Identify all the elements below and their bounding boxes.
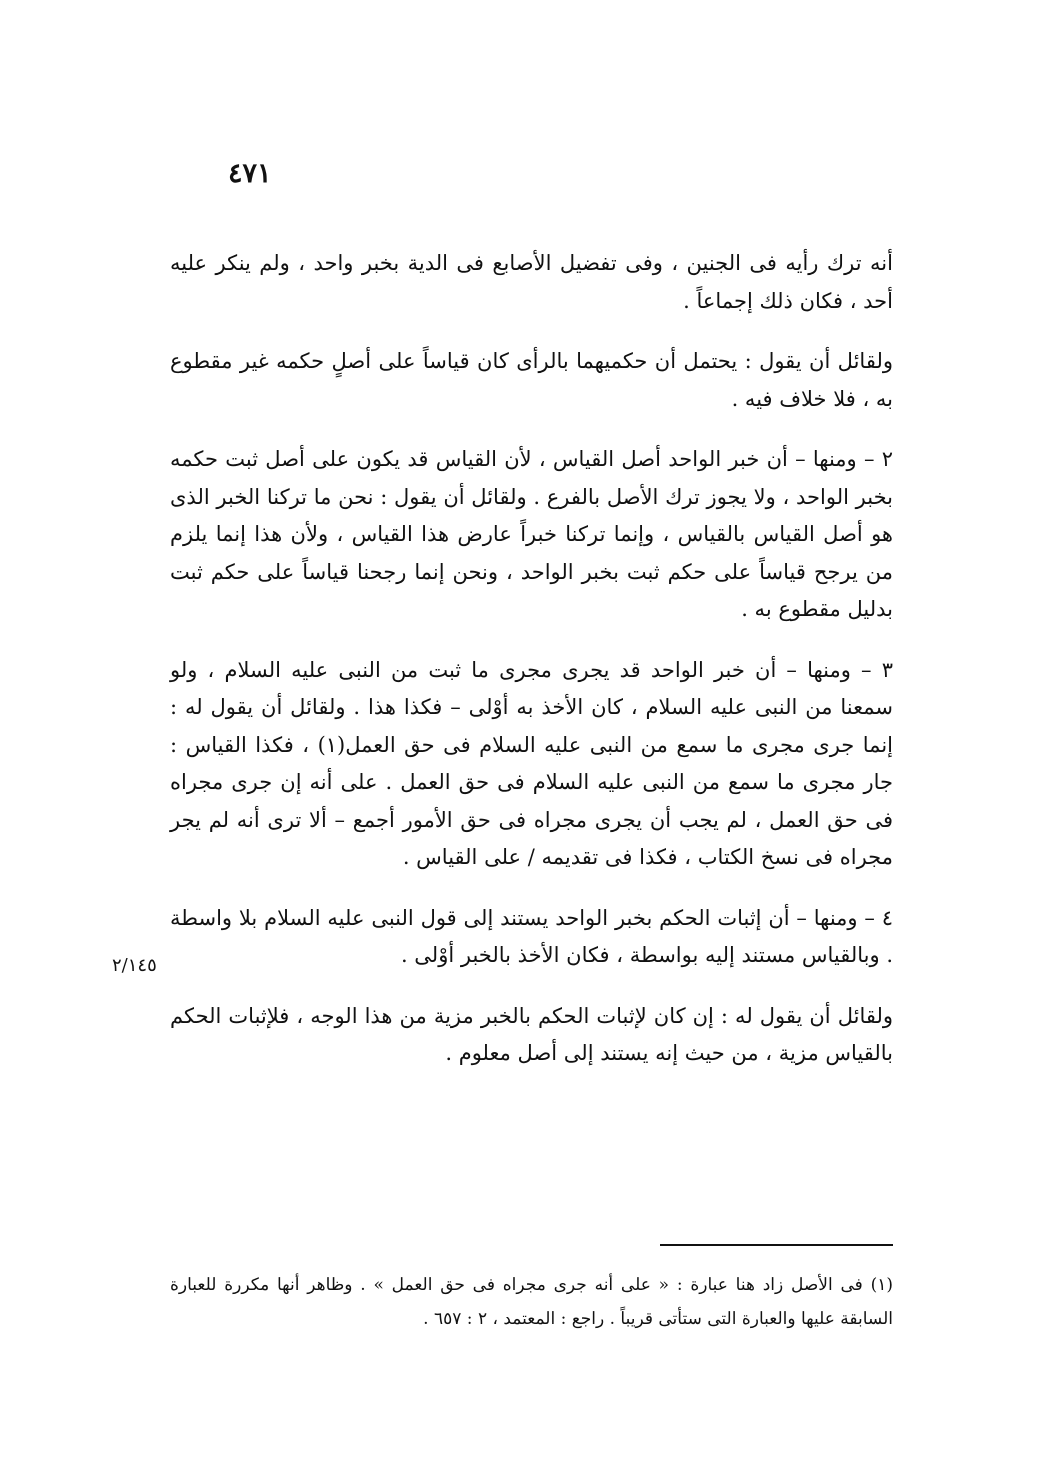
footnote: (١) فى الأصل زاد هنا عبارة : « على أنه جرى مجراه فى حق العمل » . وظاهر أنها مكررة للعبارة السابقة عليها والعبارة التى ستأتى قريباً . راجع : المعتمد ، ٢ : ٦٥٧ . — [170, 1275, 893, 1329]
paragraph: ٤ – ومنها – أن إثبات الحكم بخبر الواحد يستند إلى قول النبى عليه السلام بلا واسطة . وبالقياس مستند إليه بواسطة ، فكان الأخذ بالخبر أوْلى . — [170, 905, 893, 967]
footnote-divider — [660, 1244, 893, 1246]
paragraph: ٣ – ومنها – أن خبر الواحد قد يجرى مجرى ما ثبت من النبى عليه السلام ، ولو سمعنا من النبى عليه السلام ، كان الأخذ به أوْلى – فكذا هذا . ولقائل أن يقول له : إنما جرى مجرى ما سمع من النبى عليه السلام فى حق العمل(١) ، فكذا القياس : جار مجرى ما سمع من النبى عليه السلام فى حق العمل . على أنه إن جرى مجراه فى حق العمل ، لم يجب أن يجرى مجراه فى حق الأمور أجمع – ألا ترى أنه لم يجر مجراه فى نسخ الكتاب ، فكذا فى تقديمه / على القياس . — [170, 657, 893, 869]
page-number: ٤٧١ — [228, 158, 272, 189]
margin-reference: ٢/١٤٥ — [112, 955, 157, 976]
paragraph: ٢ – ومنها – أن خبر الواحد أصل القياس ، لأن القياس قد يكون على أصل ثبت حكمه بخبر الواحد ، ولا يجوز ترك الأصل بالفرع . ولقائل أن يقول : نحن ما تركنا الخبر الذى هو أصل القياس بالقياس ، وإنما تركنا خبراً عارض هذا القياس ، ولأن هذا إنما يلزم من يرجح قياساً على حكم ثبت بخبر الواحد ، ونحن إنما رجحنا قياساً على حكم ثبت بدليل مقطوع به . — [170, 447, 893, 621]
paragraph: ولقائل أن يقول : يحتمل أن حكميهما بالرأى كان قياساً على أصلٍ حكمه غير مقطوع به ، فلا خلاف فيه . — [170, 349, 893, 411]
body-text — [170, 245, 893, 1096]
footnotes — [170, 1268, 893, 1336]
paragraph: ولقائل أن يقول له : إن كان لإثبات الحكم بالخبر مزية من هذا الوجه ، فلإثبات الحكم بالقياس مزية ، من حيث إنه يستند إلى أصل معلوم . — [170, 1003, 893, 1065]
paragraph: أنه ترك رأيه فى الجنين ، وفى تفضيل الأصابع فى الدية بخبر واحد ، ولم ينكر عليه أحد ، فكان ذلك إجماعاً . — [170, 251, 893, 313]
